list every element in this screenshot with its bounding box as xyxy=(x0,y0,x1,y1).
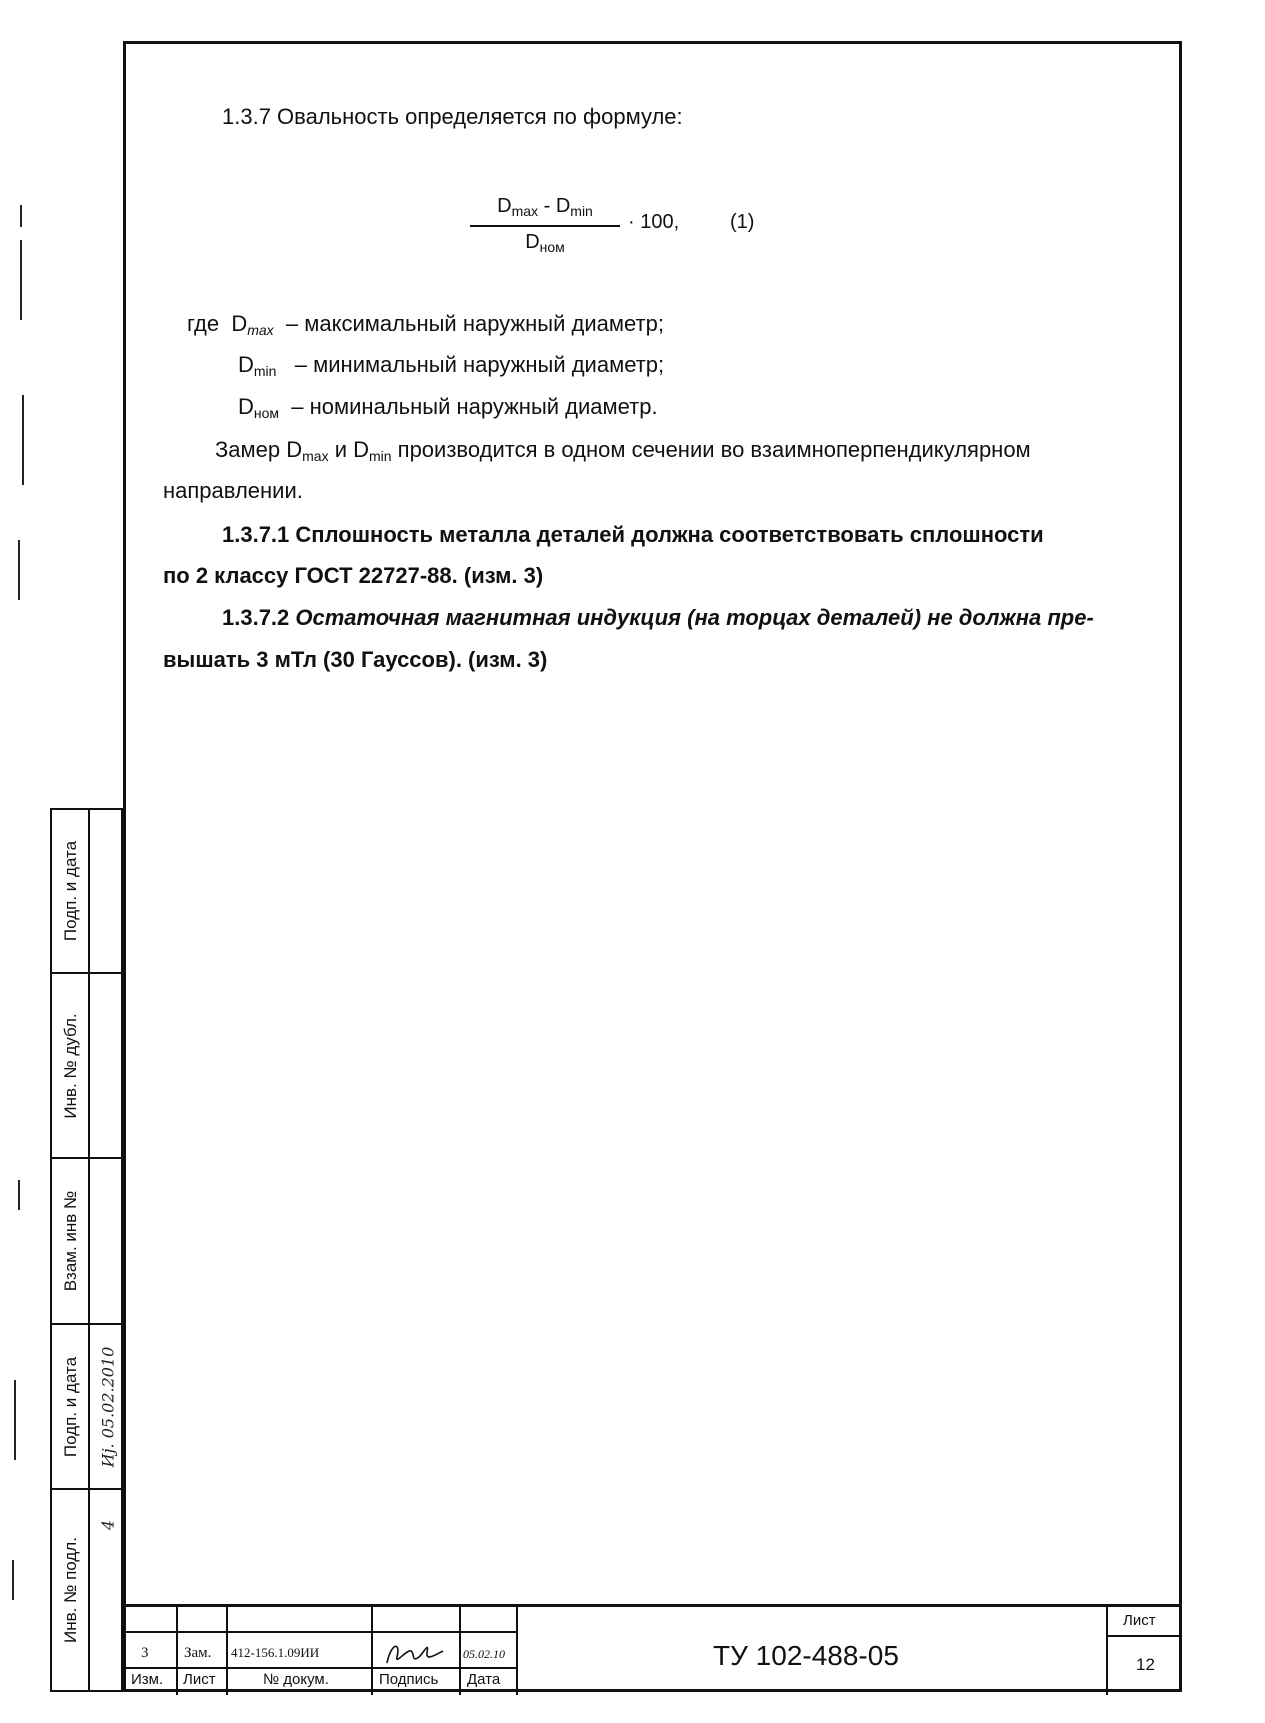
side-label: Инв. № дубл. xyxy=(61,1012,80,1119)
side-stamp-orig-inv xyxy=(50,1488,123,1692)
formula-multiplier: · 100, xyxy=(628,211,680,233)
paragraph-1-3-7-2-line-1: 1.3.7.2 Остаточная магнитная индукция (на торцах деталей) не должна пре- xyxy=(222,605,1094,630)
side-label: Подп. и дата xyxy=(61,1356,80,1457)
fraction-line xyxy=(470,225,620,227)
paragraph-1-3-7: 1.3.7 Овальность определяется по формуле: xyxy=(222,104,683,129)
scan-mark xyxy=(14,1380,16,1460)
header-signature: Подпись xyxy=(379,1671,439,1688)
scan-mark xyxy=(20,205,22,227)
header-date: Дата xyxy=(467,1671,501,1688)
scan-mark xyxy=(12,1560,14,1600)
definition-dnom: $D_{ном}$ – номинальный наружный диаметр. xyxy=(238,394,658,421)
side-stamp-sign-date-2 xyxy=(50,1323,123,1490)
measurement-line-1: Замер $D_{max}$ и $D_{min}$ производится в одном сечении во взаимноперпендикулярном xyxy=(215,437,1031,464)
definition-dmax: где $D_{max}$ – максимальный наружный диаметр; xyxy=(187,311,664,338)
side-label: Инв. № подл. xyxy=(61,1537,80,1643)
formula-denominator: $D_{ном}$ xyxy=(525,231,565,255)
formula-number: (1) xyxy=(730,211,755,233)
side-stamp-replace-inv xyxy=(50,1157,123,1325)
change-number: 3 xyxy=(141,1645,149,1661)
document-designation: ТУ 102-488-05 xyxy=(713,1640,899,1671)
header-list: Лист xyxy=(183,1671,216,1688)
paragraph-1-3-7-1-line-2: по 2 классу ГОСТ 22727-88. (изм. 3) xyxy=(163,563,544,588)
scan-mark xyxy=(22,395,24,485)
sheet-number: 12 xyxy=(1136,1655,1155,1674)
scan-mark xyxy=(18,1180,20,1210)
scan-mark xyxy=(18,540,20,600)
definition-dmin: $D_{min}$ – минимальный наружный диаметр; xyxy=(238,352,665,379)
change-document-number: 412-156.1.09ИИ xyxy=(231,1645,320,1660)
sheet-label: Лист xyxy=(1123,1612,1156,1629)
handwritten-date: Иj. 05.02.2010 xyxy=(98,1346,118,1467)
side-label: Взам. инв № xyxy=(61,1190,80,1292)
measurement-line-2: направлении. xyxy=(163,478,303,503)
change-sheet: Зам. xyxy=(184,1645,212,1661)
page-frame xyxy=(123,41,1182,1692)
scan-mark xyxy=(20,240,22,320)
header-doc: № докум. xyxy=(263,1671,329,1688)
change-date: 05.02.10 xyxy=(463,1647,505,1661)
paragraph-1-3-7-2-line-2: вышать 3 мТл (30 Гауссов). (изм. 3) xyxy=(163,647,548,672)
signature xyxy=(381,1637,451,1667)
handwritten-inventory-number: 4 xyxy=(98,1519,118,1531)
paragraph-1-3-7-1-line-1: 1.3.7.1 Сплошность металла деталей должна соответствовать сплошности xyxy=(222,522,1044,547)
formula-numerator: $D_{max} - D_{min}$ xyxy=(497,195,593,219)
title-block xyxy=(123,1604,1182,1692)
side-stamp-sign-date-1 xyxy=(50,808,123,974)
side-stamp-dup-inv xyxy=(50,972,123,1159)
signature-scribble xyxy=(381,1637,451,1667)
header-izm: Изм. xyxy=(131,1671,164,1688)
side-label: Подп. и дата xyxy=(61,840,80,942)
